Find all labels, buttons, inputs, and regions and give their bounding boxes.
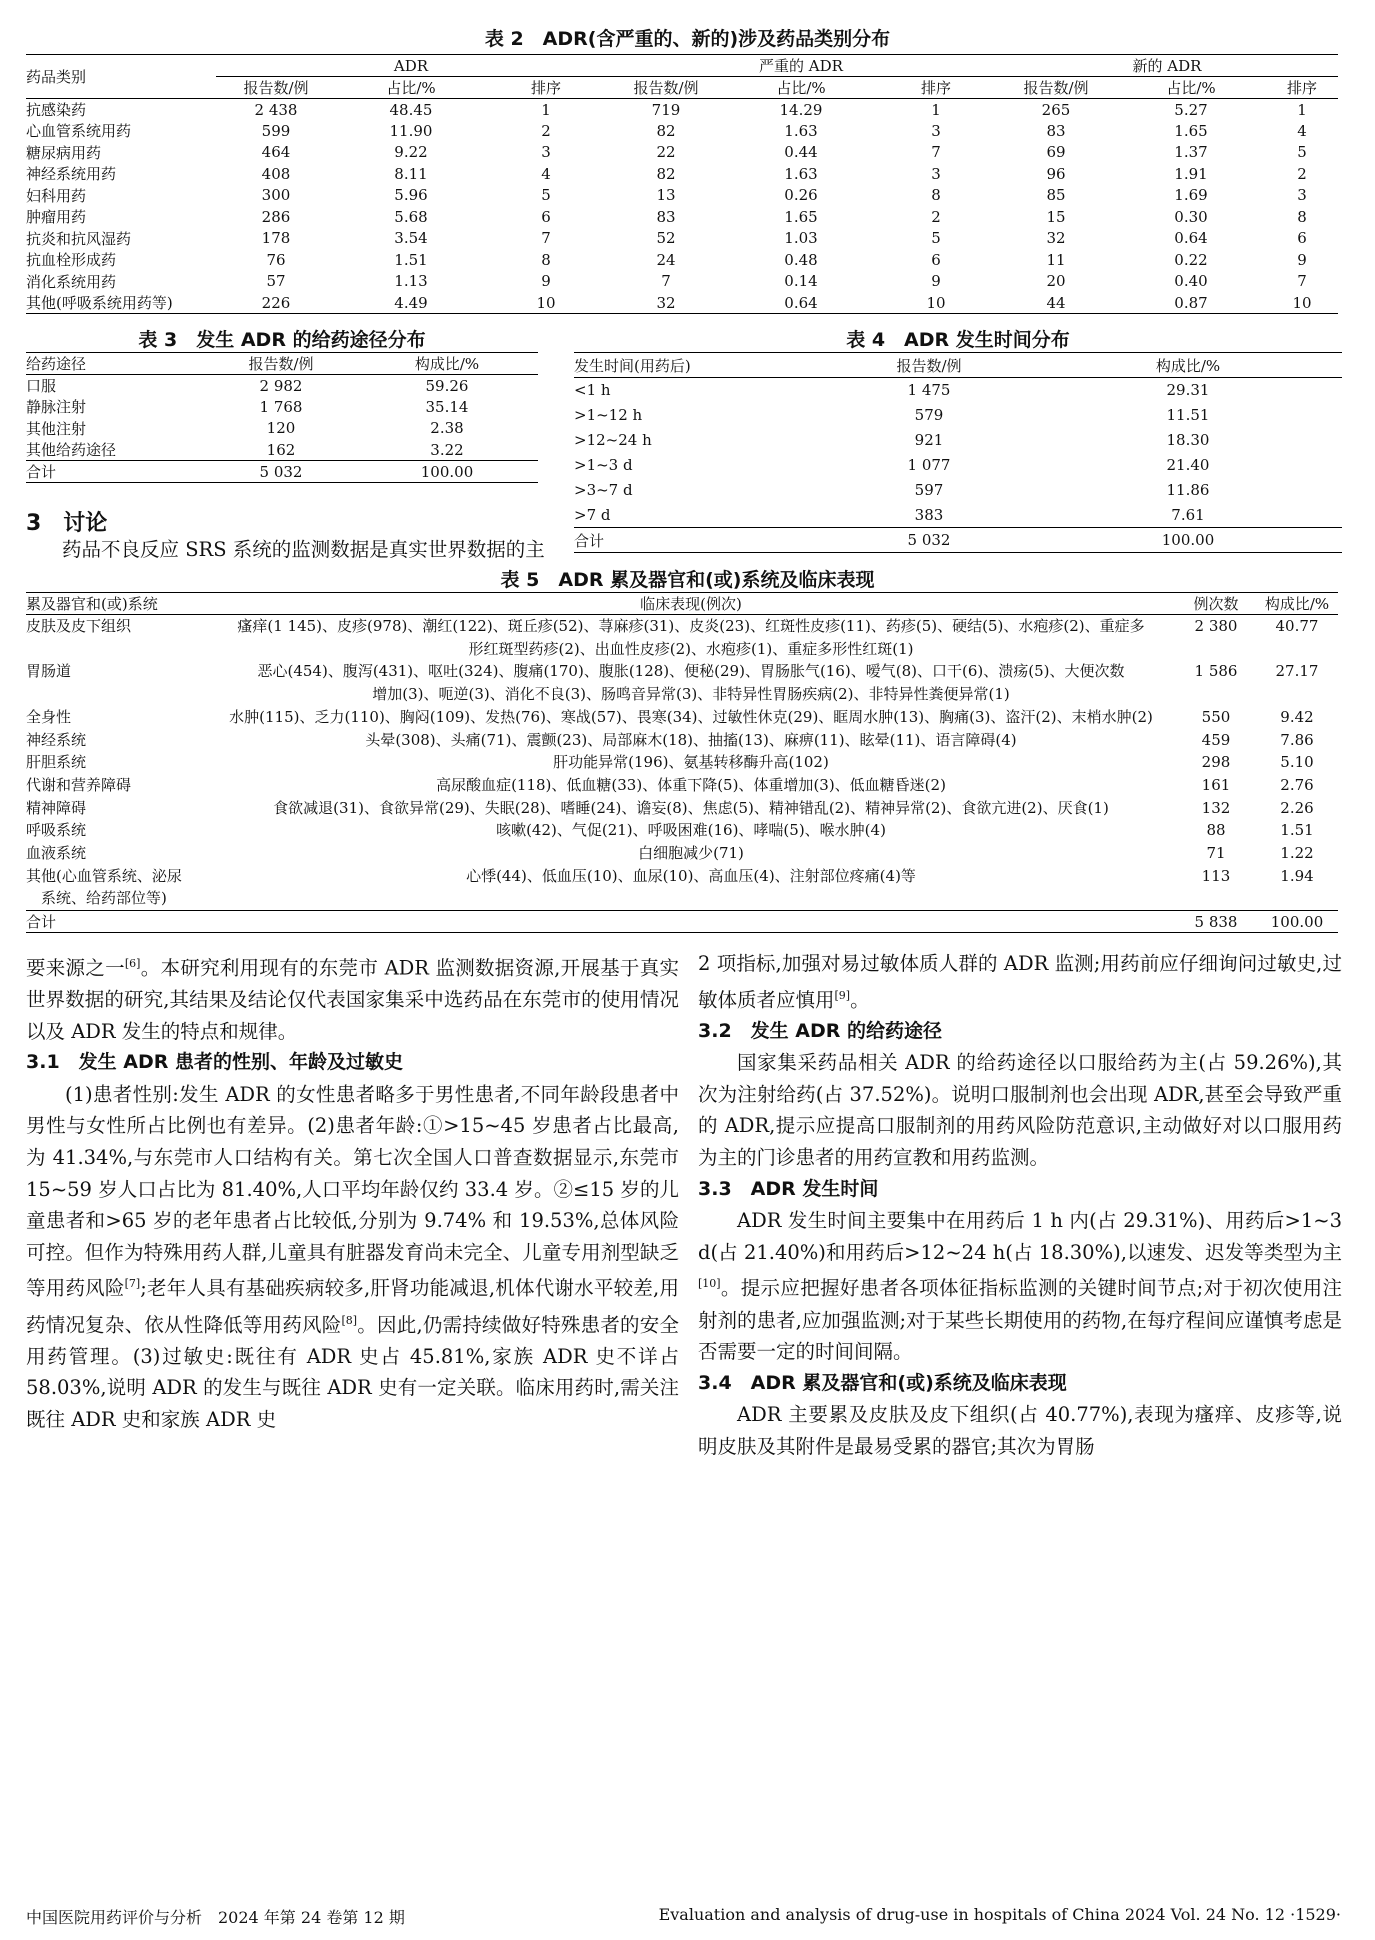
table4-cell: >1~12 h <box>574 406 643 424</box>
table3-header: 给药途径 <box>26 353 206 375</box>
table-row <box>26 865 1338 911</box>
table4-cell: 1 077 <box>907 456 951 474</box>
table2-category-cell: 其他(呼吸系统用药等) <box>26 294 173 312</box>
table5-organ-cell <box>26 774 206 797</box>
table5-count-cell: 71 <box>1206 844 1226 863</box>
table4-cell: 11.86 <box>1166 481 1210 499</box>
table4-cell: <1 h <box>574 381 611 400</box>
table2-value-cell: 85 <box>1046 186 1066 205</box>
table2-caption: 表 2 ADR(含严重的、新的)涉及药品类别分布 <box>484 28 891 50</box>
table4-cell: 21.40 <box>1166 456 1210 474</box>
table2-category-cell: 抗炎和抗风湿药 <box>26 229 132 248</box>
table-row <box>26 396 538 418</box>
table-row <box>574 503 1342 528</box>
table3-header: 报告数/例 <box>206 353 356 375</box>
table5-organ-cell <box>26 729 206 752</box>
table2-value-cell: 5 <box>1297 143 1307 162</box>
table-row <box>26 439 538 461</box>
body-right-p1: 2 项指标,加强对易过敏体质人群的 ADR 监测;用药前应仔细询问过敏史,过敏体质者应慎用[9]。 <box>698 952 1342 1012</box>
table5-organ-label: 神经系统 <box>26 730 87 749</box>
table2-value-cell: 599 <box>261 121 291 140</box>
table2-subheader: 占比/% <box>1116 77 1266 99</box>
table2-value-cell: 9.22 <box>394 143 428 162</box>
table4-cell: 1 475 <box>907 381 951 400</box>
table5 <box>26 592 1338 933</box>
heading-3-1: 3.1 发生 ADR 患者的性别、年龄及过敏史 <box>26 1051 403 1074</box>
table5-manifestation-cell <box>206 660 1176 705</box>
table2-subheader: 排序 <box>1266 77 1338 99</box>
table4-cell: 18.30 <box>1166 431 1210 449</box>
table2-value-cell: 1.63 <box>784 121 818 140</box>
table-row <box>26 292 1338 314</box>
table5-pct-cell: 1.94 <box>1280 866 1314 885</box>
table2-value-cell: 3 <box>931 121 941 140</box>
table-row <box>26 375 538 397</box>
table4-cell: >1~3 d <box>574 456 633 474</box>
table3-header: 构成比/% <box>356 353 538 375</box>
table5-manifestation-line: 头晕(308)、头痛(71)、震颤(23)、局部麻木(18)、抽搐(13)、麻痹(11)、眩晕(11)、语言障碍(4) <box>365 730 1017 749</box>
table2-value-cell: 2 <box>541 121 551 140</box>
table-row <box>26 751 1338 774</box>
table4-cell: >3~7 d <box>574 481 633 499</box>
table2-value-cell: 52 <box>656 229 676 248</box>
table2-value-cell: 1.63 <box>784 164 818 183</box>
table-row <box>574 528 1342 553</box>
table-row <box>26 249 1338 271</box>
table2-value-cell: 7 <box>1297 272 1307 291</box>
table2-category-cell: 妇科用药 <box>26 186 87 205</box>
table4-caption: 表 4 ADR 发生时间分布 <box>846 329 1070 351</box>
table2-value-cell: 10 <box>536 293 556 312</box>
table2-value-cell: 83 <box>1046 121 1066 140</box>
table2-value-cell: 0.64 <box>784 293 818 312</box>
table2-value-cell: 69 <box>1046 143 1066 162</box>
table2-value-cell: 57 <box>266 272 286 291</box>
table2-category-cell: 抗感染药 <box>26 101 87 119</box>
table5-organ-label: 胃肠道 <box>26 662 72 681</box>
table5-manifestation-line: 高尿酸血症(118)、低血糖(33)、体重下降(5)、体重增加(3)、低血糖昏迷(2) <box>436 775 946 794</box>
table2-value-cell: 0.14 <box>784 272 818 291</box>
table5-total-label: 合计 <box>26 911 206 933</box>
table2-value-cell: 76 <box>266 250 286 269</box>
body-left-p1: 要来源之一[6]。本研究利用现有的东莞市 ADR 监测数据资源,开展基于真实世界数据的研究,其结果及结论仅代表国家集采中选药品在东莞市的使用情况以及 ADR 发生的特点和规律。 <box>26 956 679 1043</box>
table2-value-cell: 8.11 <box>394 164 428 183</box>
table2-value-cell: 6 <box>931 250 941 269</box>
table3-cell: 静脉注射 <box>26 398 87 417</box>
table2-subheader: 占比/% <box>726 77 876 99</box>
table5-count-cell: 1 586 <box>1194 662 1238 681</box>
table4-header: 发生时间(用药后) <box>574 353 824 378</box>
table5-total-empty <box>206 911 1176 933</box>
table-row <box>574 403 1342 428</box>
table-row <box>574 453 1342 478</box>
table3-cell: 3.22 <box>430 440 464 459</box>
table5-pct-cell: 40.77 <box>1275 617 1319 635</box>
table5-organ-cell <box>26 842 206 865</box>
table5-header: 临床表现(例次) <box>206 593 1176 615</box>
table-row <box>26 142 1338 164</box>
table2-value-cell: 20 <box>1046 272 1066 291</box>
table5-organ-label: 代谢和营养障碍 <box>26 775 132 794</box>
table2-value-cell: 0.64 <box>1174 229 1208 248</box>
table2-value-cell: 0.30 <box>1174 207 1208 226</box>
table5-manifestation-cell <box>206 615 1176 661</box>
table-row <box>26 842 1338 865</box>
table4-header: 报告数/例 <box>824 353 1034 378</box>
table2-value-cell: 0.22 <box>1174 250 1208 269</box>
table2-value-cell: 1.13 <box>394 272 428 291</box>
table5-organ-cell <box>26 751 206 774</box>
table5-count-cell: 459 <box>1201 730 1231 749</box>
footer-journal-cn: 中国医院用药评价与分析 2024 年第 24 卷第 12 期 <box>26 1908 405 1927</box>
table2-value-cell: 9 <box>1297 250 1307 269</box>
table5-manifestation-cell <box>206 819 1176 842</box>
table5-total-row <box>26 911 1338 933</box>
table2-value-cell: 1.37 <box>1174 143 1208 162</box>
table5-organ-cell <box>26 819 206 842</box>
table4-cell: 579 <box>914 406 944 424</box>
table3-cell: 162 <box>266 440 296 459</box>
table2-value-cell: 7 <box>541 229 551 248</box>
table5-count-cell: 161 <box>1201 775 1231 794</box>
body-right-p2: 国家集采药品相关 ADR 的给药途径以口服给药为主(占 59.26%),其次为注射给药(占 37.52%)。说明口服制剂也会出现 ADR,甚至会导致严重的 ADR,提示应提高口服制剂的用药风险防范意识,主动做好对以口服用药为主的门诊患者的用药宣教和用药监测。 <box>698 1051 1342 1170</box>
table5-count-cell: 113 <box>1201 866 1231 885</box>
table5-manifestation-cell <box>206 751 1176 774</box>
table5-manifestation-line: 形红斑型药疹(2)、出血性皮疹(2)、水疱疹(1)、重症多形性红斑(1) <box>468 639 914 658</box>
table-row <box>26 615 1338 661</box>
table2-value-cell: 4 <box>541 164 551 183</box>
table5-count-cell: 2 380 <box>1194 617 1238 635</box>
table3-cell: 1 768 <box>259 397 303 416</box>
table4-cell: 29.31 <box>1166 381 1210 400</box>
table2-value-cell: 15 <box>1046 207 1066 226</box>
table5-organ-label: 精神障碍 <box>26 798 87 817</box>
heading-3-2: 3.2 发生 ADR 的给药途径 <box>698 1019 942 1042</box>
table3-cell: 100.00 <box>356 461 538 483</box>
table2-value-cell: 226 <box>261 293 291 312</box>
table5-pct-cell: 1.22 <box>1280 844 1314 863</box>
table2-value-cell: 1.91 <box>1174 164 1208 183</box>
table2-value-cell: 8 <box>931 186 941 205</box>
table5-organ-cell <box>26 660 206 705</box>
table2-subheader: 报告数/例 <box>606 77 726 99</box>
table4-cell: 100.00 <box>1034 528 1342 553</box>
section3-heading: 3 讨论 <box>26 511 108 536</box>
table-row <box>26 418 538 440</box>
table2-value-cell: 1.65 <box>1174 121 1208 140</box>
table2-value-cell: 0.26 <box>784 186 818 205</box>
table2-value-cell: 4 <box>1297 121 1307 140</box>
table-row <box>574 478 1342 503</box>
table4-cell: 7.61 <box>1171 505 1205 524</box>
section3-intro: 药品不良反应 SRS 系统的监测数据是真实世界数据的主 <box>62 538 545 561</box>
body-left-column <box>26 948 679 1435</box>
table2-subheader: 排序 <box>486 77 606 99</box>
table4-cell: 597 <box>914 481 944 499</box>
table5-organ-label: 呼吸系统 <box>26 821 87 840</box>
table2-value-cell: 464 <box>261 143 291 162</box>
table2-category-cell: 消化系统用药 <box>26 272 117 291</box>
table-row <box>26 120 1338 142</box>
table5-pct-cell: 2.26 <box>1280 798 1314 817</box>
table5-manifestation-cell <box>206 842 1176 865</box>
table5-manifestation-line: 心悸(44)、低血压(10)、血尿(10)、高血压(4)、注射部位疼痛(4)等 <box>466 866 916 885</box>
table2-value-cell: 300 <box>261 186 291 205</box>
table5-count-cell: 88 <box>1206 821 1226 840</box>
table2-value-cell: 1.03 <box>784 229 818 248</box>
table2-value-cell: 1 <box>1297 100 1307 119</box>
table2-value-cell: 14.29 <box>779 100 823 119</box>
table-row <box>26 228 1338 250</box>
table5-pct-cell: 5.10 <box>1280 753 1314 772</box>
table2-value-cell: 4.49 <box>394 293 428 312</box>
table2-value-cell: 0.44 <box>784 143 818 162</box>
table3-cell: 35.14 <box>425 397 469 416</box>
table5-organ-label: 其他(心血管系统、泌尿 <box>26 866 182 885</box>
table-row <box>26 819 1338 842</box>
table2-value-cell: 9 <box>541 272 551 291</box>
table2-value-cell: 10 <box>1292 293 1312 312</box>
table4-cell: 921 <box>914 431 944 449</box>
table2-value-cell: 5.27 <box>1174 100 1208 119</box>
table2-value-cell: 7 <box>661 272 671 291</box>
table5-pct-cell: 27.17 <box>1275 662 1319 681</box>
table4-cell: 5 032 <box>824 528 1034 553</box>
table4-cell: 383 <box>914 505 944 524</box>
table5-pct-cell: 2.76 <box>1280 775 1314 794</box>
table2-header-category: 药品类别 <box>26 55 216 99</box>
table5-organ-cell <box>26 797 206 820</box>
table2-value-cell: 2 <box>1297 164 1307 183</box>
table2-value-cell: 0.87 <box>1174 293 1208 312</box>
table4-header: 构成比/% <box>1034 353 1342 378</box>
table2-value-cell: 5 <box>541 186 551 205</box>
table2-value-cell: 24 <box>656 250 676 269</box>
body-right-p3: ADR 发生时间主要集中在用药后 1 h 内(占 29.31%)、用药后>1~3 d(占 21.40%)和用药后>12~24 h(占 18.30%),以速发、迟发等类型为主[10]。提示应把握好患者各项体征指标监测的关键时间节点;对于初次使用注射剂的患者,应加强监测;对于某些长期使用的药物,在每疗程间应谨慎考虑是否需要一定的时间间隔。 <box>698 1209 1342 1364</box>
body-right-column <box>698 948 1342 1463</box>
table2-value-cell: 719 <box>651 100 681 119</box>
table5-organ-label-cont: 系统、给药部位等) <box>41 889 167 908</box>
table2-value-cell: 5.96 <box>394 186 428 205</box>
table2-value-cell: 44 <box>1046 293 1066 312</box>
heading-3-3: 3.3 ADR 发生时间 <box>698 1177 879 1200</box>
table4-cell: 11.51 <box>1166 406 1210 424</box>
table4 <box>574 352 1342 553</box>
table2-value-cell: 3.54 <box>394 229 428 248</box>
table2-category-cell: 神经系统用药 <box>26 165 117 184</box>
table5-organ-label: 全身性 <box>26 707 72 726</box>
table3-cell: 2.38 <box>430 419 464 438</box>
table2-value-cell: 1 <box>931 100 941 119</box>
table2-value-cell: 32 <box>656 293 676 312</box>
table2-value-cell: 8 <box>541 250 551 269</box>
table5-pct-cell: 9.42 <box>1280 707 1314 726</box>
table2-subheader: 占比/% <box>336 77 486 99</box>
body-left-p2: (1)患者性别:发生 ADR 的女性患者略多于男性患者,不同年龄段患者中男性与女性所占比例也有差异。(2)患者年龄:①>15~45 岁患者占比最高,为 41.34%,与东莞市人口结构有关。第七次全国人口普查数据显示,东莞市 15~59 岁人口占比为 81.40%,人口平均年龄仅约 33.4 岁。②≤15 岁的儿童患者和>65 岁的老年患者占比较低,分别为 9.74% 和 19.53%,总体风险可控。但作为特殊用药人群,儿童具有脏器发育尚未完全、儿童专用剂型缺乏等用药风险[7];老年人具有基础疾病较多,肝肾功能减退,机体代谢水平较差,用药情况复杂、依从性降低等用药风险[8]。因此,仍需持续做好特殊患者的安全用药管理。(3)过敏史:既往有 ADR 史占 45.81%,家族 ADR 史不详占 58.03%,说明 ADR 的发生与既往 ADR 史有一定关联。临床用药时,需关注既往 ADR 史和家族 ADR 史 <box>26 1082 679 1431</box>
table3-caption: 表 3 发生 ADR 的给药途径分布 <box>138 329 426 351</box>
table5-manifestation-line: 恶心(454)、腹泻(431)、呕吐(324)、腹痛(170)、腹胀(128)、便秘(29)、胃肠胀气(16)、嗳气(8)、口干(6)、溃疡(5)、大便次数 <box>257 662 1125 681</box>
table2-category-cell: 抗血栓形成药 <box>26 251 117 270</box>
table2-value-cell: 0.48 <box>784 250 818 269</box>
table-row <box>26 797 1338 820</box>
table2-value-cell: 1.51 <box>394 250 428 269</box>
table2-value-cell: 11 <box>1046 250 1066 269</box>
table3-cell: 口服 <box>26 377 57 395</box>
table2-subheader: 排序 <box>876 77 996 99</box>
table-row <box>26 99 1338 121</box>
table3-cell: 其他注射 <box>26 419 87 438</box>
table-row <box>26 660 1338 705</box>
table5-caption: 表 5 ADR 累及器官和(或)系统及临床表现 <box>500 569 875 591</box>
table2-value-cell: 2 <box>931 207 941 226</box>
table2-value-cell: 1.65 <box>784 207 818 226</box>
table2-value-cell: 22 <box>656 143 676 162</box>
table-row <box>26 774 1338 797</box>
table5-manifestation-line: 咳嗽(42)、气促(21)、呼吸困难(16)、哮喘(5)、喉水肿(4) <box>496 821 886 840</box>
table5-manifestation-line: 瘙痒(1 145)、皮疹(978)、潮红(122)、斑丘疹(52)、荨麻疹(31)、皮炎(23)、红斑性皮疹(11)、药疹(5)、硬结(5)、水疱疹(2)、重症多 <box>237 617 1145 635</box>
table2-value-cell: 48.45 <box>389 100 433 119</box>
table3-cell: 120 <box>266 419 296 438</box>
body-right-p4: ADR 主要累及皮肤及皮下组织(占 40.77%),表现为瘙痒、皮疹等,说明皮肤及其附件是最易受累的器官;其次为胃肠 <box>698 1403 1342 1458</box>
table5-organ-label: 肝胆系统 <box>26 753 87 772</box>
table2-value-cell: 5 <box>931 229 941 248</box>
table5-count-cell: 132 <box>1201 798 1231 817</box>
table5-count-cell: 298 <box>1201 753 1231 772</box>
table5-organ-cell <box>26 865 206 911</box>
table5-organ-label: 皮肤及皮下组织 <box>26 617 132 635</box>
table2-value-cell: 3 <box>541 143 551 162</box>
table5-manifestation-line: 肝功能异常(196)、氨基转移酶升高(102) <box>553 753 829 772</box>
table5-header: 累及器官和(或)系统 <box>26 593 206 615</box>
table2-value-cell: 2 438 <box>254 100 298 119</box>
table5-header: 构成比/% <box>1256 593 1338 615</box>
table2-value-cell: 7 <box>931 143 941 162</box>
table2-value-cell: 0.40 <box>1174 272 1208 291</box>
table4-cell: >7 d <box>574 505 611 524</box>
table3-cell: 5 032 <box>206 461 356 483</box>
table2-category-cell: 心血管系统用药 <box>26 122 132 141</box>
table2-value-cell: 8 <box>1297 207 1307 226</box>
table5-manifestation-line: 白细胞减少(71) <box>638 844 744 863</box>
table2-group-serious: 严重的 ADR <box>606 55 996 77</box>
table3-cell: 其他给药途径 <box>26 441 117 459</box>
table2-value-cell: 82 <box>656 121 676 140</box>
table2-value-cell: 5.68 <box>394 207 428 226</box>
table2-value-cell: 9 <box>931 272 941 291</box>
table5-manifestation-cell <box>206 774 1176 797</box>
table2-value-cell: 408 <box>261 164 291 183</box>
table5-pct-cell: 1.51 <box>1280 821 1314 840</box>
table5-count-cell: 550 <box>1201 707 1231 726</box>
table2-value-cell: 13 <box>656 186 676 205</box>
table2-value-cell: 286 <box>261 207 291 226</box>
table2-subheader: 报告数/例 <box>996 77 1116 99</box>
table3-cell: 合计 <box>26 461 206 483</box>
table4-cell: >12~24 h <box>574 431 652 449</box>
table2-value-cell: 265 <box>1041 100 1071 119</box>
table-row <box>26 461 538 483</box>
table-row <box>26 206 1338 228</box>
table2-category-cell: 肿瘤用药 <box>26 208 87 227</box>
table2-value-cell: 32 <box>1046 229 1066 248</box>
table5-manifestation-line: 食欲减退(31)、食欲异常(29)、失眠(28)、嗜睡(24)、谵妄(8)、焦虑(5)、精神错乱(2)、精神异常(2)、食欲亢进(2)、厌食(1) <box>273 798 1109 817</box>
table2-value-cell: 6 <box>1297 229 1307 248</box>
footer-journal-en: Evaluation and analysis of drug-use in hospitals of China 2024 Vol. 24 No. 12 ·1529· <box>658 1905 1341 1924</box>
table-row <box>26 185 1338 207</box>
table4-cell: 合计 <box>574 528 824 553</box>
table5-manifestation-line: 增加(3)、呃逆(3)、消化不良(3)、肠鸣音异常(3)、非特异性胃肠疾病(2)、非特异性粪便异常(1) <box>372 685 1010 704</box>
table2 <box>26 54 1338 314</box>
table-row <box>26 271 1338 293</box>
table5-manifestation-line: 水肿(115)、乏力(110)、胸闷(109)、发热(76)、寒战(57)、畏寒(34)、过敏性休克(29)、眶周水肿(13)、胸痛(3)、盗汗(2)、末梢水肿(2) <box>229 707 1153 726</box>
table3-cell: 59.26 <box>425 376 469 395</box>
table2-value-cell: 1 <box>541 100 551 119</box>
table2-value-cell: 178 <box>261 229 291 248</box>
table2-group-new: 新的 ADR <box>996 55 1338 77</box>
table5-organ-cell <box>26 615 206 661</box>
table2-value-cell: 6 <box>541 207 551 226</box>
table-row <box>574 378 1342 403</box>
heading-3-4: 3.4 ADR 累及器官和(或)系统及临床表现 <box>698 1371 1067 1394</box>
table2-value-cell: 10 <box>926 293 946 312</box>
table5-header: 例次数 <box>1176 593 1256 615</box>
table3 <box>26 352 538 483</box>
table2-value-cell: 96 <box>1046 164 1066 183</box>
table-row <box>26 729 1338 752</box>
table5-organ-cell <box>26 706 206 729</box>
table5-total-pct: 100.00 <box>1256 911 1338 933</box>
table5-pct-cell: 7.86 <box>1280 730 1314 749</box>
table2-value-cell: 3 <box>931 164 941 183</box>
table5-manifestation-cell <box>206 865 1176 911</box>
table2-group-adr: ADR <box>216 55 606 77</box>
table-row <box>26 706 1338 729</box>
table-row <box>574 428 1342 453</box>
table5-manifestation-cell <box>206 706 1176 729</box>
table5-manifestation-cell <box>206 797 1176 820</box>
table5-total-count: 5 838 <box>1176 911 1256 933</box>
table2-value-cell: 83 <box>656 207 676 226</box>
table2-value-cell: 11.90 <box>389 121 433 140</box>
table2-value-cell: 1.69 <box>1174 186 1208 205</box>
table2-category-cell: 糖尿病用药 <box>26 143 102 162</box>
table3-cell: 2 982 <box>259 376 303 395</box>
table5-manifestation-cell <box>206 729 1176 752</box>
table2-value-cell: 82 <box>656 164 676 183</box>
table5-organ-label: 血液系统 <box>26 844 87 863</box>
table2-value-cell: 3 <box>1297 186 1307 205</box>
table2-subheader: 报告数/例 <box>216 77 336 99</box>
table-row <box>26 163 1338 185</box>
